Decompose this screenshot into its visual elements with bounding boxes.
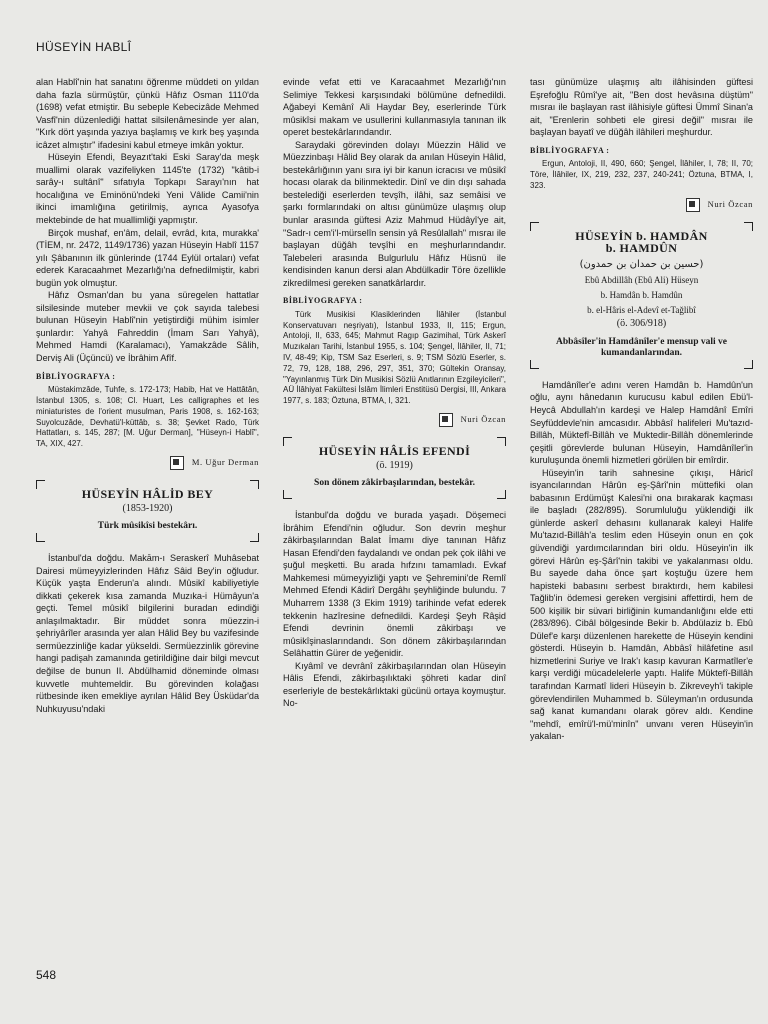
paragraph: Saraydaki görevinden dolayı Müezzin Hâlid ve Müezzinbaşı Hâlid Bey olarak da anılan Hüseyin Hâlid, bestekârlığının yanı sıra iyi bir kanun icracısı ve mûsikî hocası olarak da bilinmektedir. Dinî ve din dışı sahada bestelediği eserlerden tevşîh, ilâhi, saz semâisi ve şarkı formlarındaki on altısı günümüze ulaşmış olup bunlar arasında güftesi Aziz Mahmud Hüdâyî'ye ait, "Sadr-ı cem'i'l-mürselîn sensin yâ Resûlallah" mısraı ile başlayan düğâh tevşîhi en meşhurlarındandır. Talebeleri arasında Bulgurlulu Hâfız Hüsnü ile kendisinden kanun dersi alan Abdülkadir Töre özellikle zikredilmesi gereken sanatkârlardır. [283, 139, 506, 288]
publisher-logo-icon [686, 198, 700, 212]
author-name: Nuri Özcan [460, 414, 506, 425]
corner-mark [283, 490, 292, 499]
publisher-logo-icon [170, 456, 184, 470]
corner-mark [36, 480, 45, 489]
corner-mark [250, 533, 259, 542]
bibliography-text: Müstakimzâde, Tuhfe, s. 172-173; Habib, Hat ve Hattâtân, İstanbul 1305, s. 108; Cl. Huart, Les calligraphes et les miniaturistes de l'orient musulman, Paris 1908, s. 162-163; Suyolcuzâde, Devhatü'l-küttâb, s. 38; Şevket Rado, Türk Hattatları, s. 145, 287; [M. Uğur Derman], "Hüseyn-i Hablî", TA, XIX, 427. [36, 385, 259, 449]
corner-mark [497, 490, 506, 499]
corner-mark [497, 437, 506, 446]
entry-header [36, 480, 259, 542]
entry-lineage-line: b. el-Hâris el-Adevî et-Tağlibî [587, 305, 696, 316]
entry-dates: (1853-1920) [122, 502, 173, 514]
entry-title: HÜSEYİN HÂLİD BEY [81, 486, 214, 501]
bibliography-text: Türk Musikisi Klasiklerinden İlâhiler (İstanbul Konservatuvarı neşriyatı), İstanbul 1933, II, 115; Ergun, Antoloji, II, 633, 645; Mahmut Ragıp Gazimihal, Türk Askerî Muzıkaları Tarihi, İstanbul 1955, s. 104; Şengel, İlâhiler, II, 71; IV, 48-49; Kip, TSM Saz Eserleri, s. 9; TSM Sözlü Eserler, s. 72, 79, 128, 188, 296, 297, 351, 370; Gültekin Oransay, "Yayınlanmış Türk Din Musikisi Sözlü Anıtlarının Ezgileyicileri", AÜ İlâhiyat Fakültesi İslâm İlimleri Enstitüsü Dergisi, III, Ankara 1977, s. 183; Öztuna, BTMA, I, 321. [283, 309, 506, 406]
paragraph: Birçok mushaf, en'âm, delail, evrâd, kıta, murakka' (TİEM, nr. 2472, 1149/1736) yazan Hüseyin Hablî 1157 yılı Şâbanının ilk günlerinde (1744 Eylül ortaları) vefat ederek Karacaahmet Mezarlığı'na defnedilmiştir, kabri bugün yok olmuştur. [36, 227, 259, 288]
entry-arabic-name: (حسين بن حمدان بن حمدون) [579, 258, 704, 270]
author-signature [530, 198, 753, 212]
column-2 [283, 76, 506, 710]
bibliography-heading: BİBLİYOGRAFYA : [530, 145, 610, 155]
publisher-logo-icon [439, 413, 453, 427]
paragraph: Hüseyin Efendi, Beyazıt'taki Eski Saray'da meşk muallimi olarak vazifeliyken 1145'te (1732) "kâtib-i sarây-ı sultânî" sıfatıyla Topkapı Sarayı'nın hat hocalığına ve Eminönü'ndeki Yeni Vâlide Camii'nin ikinci imamlığına getirilmiş, ayrıca Ayasofya mektebinde de hat muallimliği yapmıştır. [36, 152, 259, 226]
column-3 [530, 76, 753, 743]
paragraph: İstanbul'da doğdu ve burada yaşadı. Döşemeci İbrâhim Efendi'nin oğludur. Son devrin meşhur zâkirbaşılarından Balat İmamı diye tanınan Hâfız Hasan Efendi'den faydalandı ve ondan pek çok ilâhi ve şuğul meşketti. Bu arada hıfzını tamamladı. Evkaf Mahkemesi mümeyyizliği yaptı ve Şehremini'de Remlî Mehmed Efendi Kâdirî Dergâhı şeyhliğinde bulundu. 7 Muharrem 1338 (3 Ekim 1919) tarihinde vefat ederek tekkenin hazîresine defnedildi. Kardeşi Şeyh Râşid Efendi devrinin önemli zâkirbaşı ve mûsikîşinaslarındandı. Son dönem zâkirbaşılarından Selâhattin Gürer de yeğenidir. [283, 510, 506, 659]
entry-dates: (ö. 306/918) [616, 318, 667, 330]
paragraph: Kıyâmî ve devrânî zâkirbaşılarından olan Hüseyin Hâlis Efendi, zâkirbaşılıktaki şöhreti kadar dinî eserleriyle de bestekârlıktaki gücünü ortaya koymuştur. No- [283, 660, 506, 709]
bibliography-text: Ergun, Antoloji, II, 490, 660; Şengel, İlâhiler, I, 78; II, 70; Töre, İlâhiler, IX, 219, 232, 237, 240-241; Öztuna, BTMA, I, 323. [530, 159, 753, 190]
page-number: 548 [36, 968, 57, 982]
author-name: Nuri Özcan [707, 198, 753, 209]
corner-mark [744, 222, 753, 231]
bibliography-heading: BİBLİYOGRAFYA : [36, 371, 116, 381]
corner-mark [283, 437, 292, 446]
entry-header [283, 437, 506, 499]
paragraph: Hamdânîler'e adını veren Hamdân b. Hamdûn'un oğlu, aynı hânedanın kurucusu kabul edilen Ebü'l-Heycâ Abdullah'ın kardeşi ve Halep Hamdânî Emîri Seyfüddevle'nin amcasıdır. Abbâsî halifeleri Mu'tazıd-Billâh, Müktefî-Billâh ve Muktedir-Billâh dönemlerinde çeşitli görevlerde bulunan Hüseyin, Hamdânîler'in kuruluşunda önemli hizmetleri görülen bir emîrdir. [530, 379, 753, 466]
entry-lineage-line: Ebû Abdillâh (Ebû Ali) Hüseyn [584, 275, 699, 286]
corner-mark [530, 222, 539, 231]
corner-mark [250, 480, 259, 489]
column-1 [36, 76, 259, 715]
corner-mark [530, 360, 539, 369]
author-signature [36, 456, 259, 470]
author-signature [283, 413, 506, 427]
entry-title-continued: b. HAMDÛN [605, 241, 678, 256]
paragraph: Hüseyin'in tarih sahnesine çıkışı, Hâricî isyancılarından Hârûn eş-Şârî'nin mütteﬁki olan babasının Erdümüşt Kalesi'ni ona bırakarak kaçması ile başladı (282/895). Sorumluluğu yüklendiği ilk günlerde askerî dehasını kullanarak kaleyi Halife Mu'tazıd-Billâh'a teslim eden Hüseyin onun en çok güvendiği yardımcılarından biri oldu. Hüseyin'in ilk görevi Hârûn eş-Şârî'nin takibi ve yakalanması oldu. Bu sayede daha önce şart koştuğu üzere hem hapisteki babasını serbest bıraktırdı, hem kabilesi Tağlib'in ödemesi gereken vergisini affettirdi, hem de 500 kişilik bir süvari birliğinin kumandanlığını elde etti (283/896). Cibâl bölgesinde Bekir b. Abdülaziz b. Ebû Dülef'e karşı düzenlenen harekette de Hüseyin kendini gösterdi. Hüseyin b. Hamdân, Abbâsî hilâfetine asıl hizmetlerini Suriye ve Irak'ı kasıp kavuran Karmatîler'e karşı verdiği mücadelelerle yaptı. Halife Müktefî-Billâh tarafından Karmatî lideri Hüseyin b. Zikreveyh'i takiple görevlendirilen Muhammed b. Süleyman'ın ordusunda sağ kanat kumandanı olarak görev aldı. Kendine "mehdî, emîrü'l-mü'minîn" unvanı veren Hüseyin'in yakalan- [530, 467, 753, 742]
running-head: HÜSEYİN HABLÎ [36, 40, 132, 54]
entry-header [530, 222, 753, 369]
entry-dates: (ö. 1919) [376, 459, 413, 471]
entry-description: Abbâsîler'in Hamdânîler'e mensup vali ve kumandanlarından. [555, 336, 727, 358]
paragraph: Hâfız Osman'dan bu yana süregelen hattatlar silsilesinde muteber mevkii ve çok sayıda talebesi bulunan Hüseyin Hablî'nin yetiştirdiği mühim isimler şunlardır: Yahyâ Fahreddin (İmam Sarı Yahyâ), Mehmed Hamdi (Karalamacı), Yamakzâde Sâlih, Derviş Ali (Üçüncü) ve İbrâhim Afîf. [36, 290, 259, 364]
paragraph: evinde vefat etti ve Karacaahmet Mezarlığı'nın Selimiye Tekkesi karşısındaki bölümüne defnedildi. Ağabeyi Kemânî Ali Haydar Bey, eserlerinde Türk mûsikîsi makam ve usullerini kullanmasıyla tanınan ilk operet bestekârlarındandır. [283, 77, 506, 138]
author-name: M. Uğur Derman [191, 456, 259, 467]
paragraph: İstanbul'da doğdu. Makām-ı Seraskerî Muhâsebat Dairesi mümeyyizlerinden Hâfız Sâid Bey'in oğludur. Küçük yaşta Enderun'a alındı. Mûsikî kabiliyetiyle dikkati çekerek kısa zamanda Muzıka-i Hümâyun'a geçti. Temel mûsikî bilgilerini buradan edindiği anlaşılmaktadır. Bir müddet sonra müezzin-i şehriyârîler arasında yer alan Hâlid Bey bu vazifesinde sermüezzinliğe kadar yükseldi. Sermüezzinlik görevine hangi padişah zamanında getirildiğine dair bilgi mevcut değilse de bunun II. Abdülhamid döneminde olması kuvvetle muhtemeldir. Bu görevinden kolağası rütbesinde iken emekliye ayrılan Hâlid Bey Üsküdar'da Nuhkuyusu'ndaki [36, 553, 259, 714]
corner-mark [36, 533, 45, 542]
bibliography-heading: BİBLİYOGRAFYA : [283, 296, 363, 306]
paragraph: alan Hablî'nin hat sanatını öğrenme müddeti on yıldan daha fazla sürmüştür, çünkü Hâfız Osman 1110'da (1698) vefat etmiştir. Bu sebeple Kebecizâde Mehmed Vasfî'nin düzenlediği hattat silsilenâmesinde yer alan, "Kırk dört yaşında yazıya başlamış ve kırk beş yaşında icâzet almıştır" ifadesini kabul etmeye imkân yoktur. [36, 77, 259, 150]
entry-title: HÜSEYİN b. HAMDÂN [575, 228, 708, 243]
entry-title: HÜSEYİN HÂLİS EFENDİ [318, 444, 471, 459]
corner-mark [744, 360, 753, 369]
entry-lineage-line: b. Hamdân b. Hamdûn [600, 290, 683, 301]
entry-description: Son dönem zâkirbaşılarından, bestekâr. [314, 478, 475, 489]
entry-description: Türk mûsikîsi bestekârı. [97, 521, 198, 532]
paragraph: tası günümüze ulaşmış altı ilâhisinden güftesi Eşrefoğlu Rûmî'ye ait, "Ben dost hevâsına düştüm" mısraı ile başlayan rast ilâhisiyle güftesi Ümmî Sinan'a ait, "Erenlerin sohbeti ele giresi değil" mısraı ile başlayan bayatî ve düğâh ilâhileri meşhurdur. [530, 77, 753, 138]
